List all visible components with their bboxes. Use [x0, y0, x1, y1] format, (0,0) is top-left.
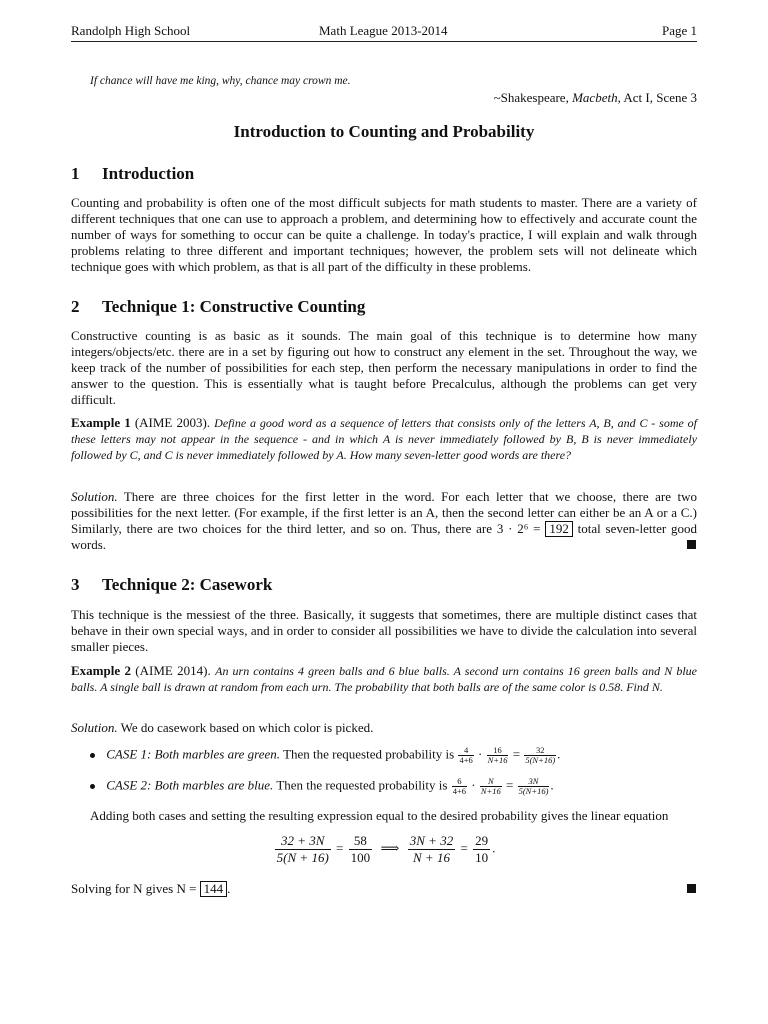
document-title: Introduction to Counting and Probability: [233, 122, 535, 141]
header-page-number: Page 1: [661, 23, 697, 38]
final-answer-line: Solving for N gives N = 144 .: [71, 881, 231, 896]
epigraph-source: ~Shakespeare, Macbeth, Act I, Scene 3: [493, 90, 697, 105]
header-league: Math League 2013-2014: [319, 23, 448, 38]
case-label: CASE 2: Both marbles are blue.: [106, 777, 274, 793]
page-header: [71, 23, 697, 42]
section-heading-introduction: 1 Introduction: [71, 164, 195, 183]
fraction: $\frac{3N + 32}{N + 16}$: [409, 833, 454, 865]
case-1-bullet: CASE 1: Both marbles are green. Then the requested probability is $\frac{4}{4+6}$ · $\frac{16}{N+16}$ = $\frac{32}{5(N+16)}$ .: [90, 746, 697, 765]
fraction: $\frac{32}{5(N+16)}$: [525, 745, 556, 765]
example-source: (AIME 2003).: [134, 415, 211, 430]
bullet-dot: [90, 753, 95, 758]
qed-square: [687, 884, 696, 893]
linear-equation: $\frac{32 + 3N}{5(N + 16)}$ = $\frac{58}{100}$ ⟹ $\frac{3N + 32}{N + 16}$ = $\frac{29}{10}$ .: [276, 833, 496, 865]
example-2: [71, 663, 697, 695]
epigraph-quote: If chance will have me king, why, chance may crown me.: [90, 75, 351, 87]
fraction: $\frac{58}{100}$: [350, 833, 371, 865]
fraction: $\frac{6}{4+6}$: [452, 776, 466, 796]
adding-text: Adding both cases and setting the resulting expression equal to the desired probability gives the linear equation: [90, 808, 669, 823]
example-label: Example 1: [71, 415, 131, 430]
boxed-answer: 192: [545, 521, 573, 537]
solution-2: Solution. We do casework based on which color is picked.: [71, 720, 374, 735]
qed-square: [687, 540, 696, 549]
fraction: $\frac{4}{4+6}$: [459, 745, 473, 765]
fraction: $\frac{N}{N+16}$: [480, 776, 501, 796]
bullet-dot: [90, 784, 95, 789]
solution-label: Solution.: [71, 720, 118, 735]
case-2-bullet: CASE 2: Both marbles are blue. Then the requested probability is $\frac{6}{4+6}$ · $\frac{N}{N+16}$ = $\frac{3N}{5(N+16)}$ .: [90, 777, 697, 796]
header-school: Randolph High School: [71, 23, 191, 38]
solution-1: Solution. There are three choices for the first letter in the word. For each letter that we choose, there are two possibilities for the next letter. (For example, if the first letter is an A, then the second letter can either be an A or a C.) Similarly, there are two choices for the third letter, and so on. Thus, there are 3 · 2⁶ = 192 total seven-letter good words.: [71, 489, 698, 552]
example-label: Example 2: [71, 663, 131, 678]
example-text: An urn contains 4 green balls and 6 blue balls. A second urn contains 16 green balls and N blue balls. A single ball is drawn at random from each urn. The probability that both balls are of the same color is 0.58. Find N.: [71, 664, 698, 694]
example-text: Define a good word as a sequence of letters that consists only of the letters A, B, and C - some of these letters may not appear in the sequence - and in which A is never immediately followed by B, B is never immediately followed by C, and C is never immediately followed by A. How many seven-letter good words are there?: [71, 416, 697, 462]
solution-label: Solution.: [71, 489, 118, 504]
fraction: $\frac{32 + 3N}{5(N + 16)}$: [276, 833, 329, 865]
boxed-answer: 144: [200, 881, 228, 897]
fraction: $\frac{29}{10}$: [475, 833, 489, 865]
fraction: $\frac{16}{N+16}$: [487, 745, 508, 765]
case-label: CASE 1: Both marbles are green.: [106, 746, 281, 762]
section-body-constructive-counting: Constructive counting is as basic as it sounds. The main goal of this technique is to determine how many integers/objects/etc. there are in a set by figuring out how to construct any element in the set. Throughout the way, we keep track of the number of possibilities for each step, then perform the necessary manipulations in order to find the answer to the question. This is essentially what is taught before Precalculus, although the problems can get very difficult.: [71, 328, 697, 407]
section-body-casework: This technique is the messiest of the three. Basically, it suggests that sometimes, there are multiple distinct cases that behave in their own special ways, and in order to consider all possibilities we have to divide the calculation into several smaller pieces.: [71, 607, 697, 654]
example-1: [71, 415, 697, 463]
section-heading-casework: 3 Technique 2: Casework: [71, 575, 273, 594]
epigraph-work: Macbeth: [572, 90, 618, 105]
section-body-introduction: Counting and probability is often one of the most difficult subjects for math students to master. There are a variety of different techniques that one can use to approach a problem, and determining how to effectively and accurate count the number of ways for something to occur can be quite a challenge. In today's practice, I will explain and walk through problems relating to three different and important techniques; however, the problem sets will not delineate which technique goes with which problem, as that is all part of the difficulty in these problems.: [71, 195, 697, 274]
example-source: (AIME 2014).: [135, 663, 211, 678]
fraction: $\frac{3N}{5(N+16)}$: [518, 776, 549, 796]
section-heading-constructive-counting: 2 Technique 1: Constructive Counting: [71, 297, 366, 316]
